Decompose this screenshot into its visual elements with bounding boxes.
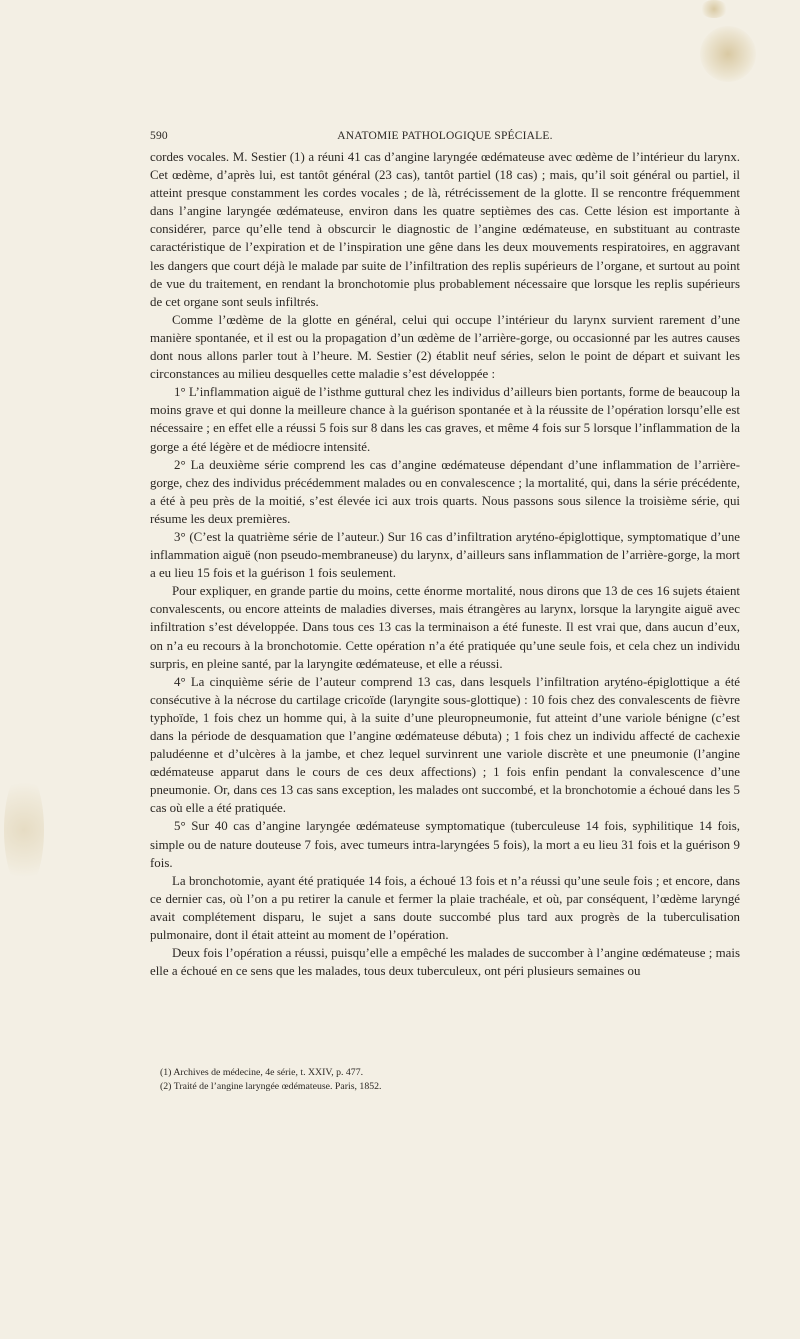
footnote: (1) Archives de médecine, 4e série, t. XXIV, p. 477. [160,1067,364,1078]
list-item: 5° Sur 40 cas d’angine laryngée œdémateuse symptomatique (tuberculeuse 14 fois, syphilitique 14 fois, simple ou de nature douteuse 7 fois, avec tumeurs intra-laryngées 5 fois), la mort a eu lieu 31 fois et la guérison 9 fois. [150,819,740,870]
paper-stain [700,26,756,82]
list-item: 2° La deuxième série comprend les cas d’angine œdémateuse dépendant d’une inflammation de l’arrière-gorge, chez des individus précédemment malades ou en convalescence ; la mortalité, qui, dans la série précédente, a été à peu près de la moitié, s’est élevée ici aux trois quarts. Nous passons sous silence la troisième série, qui résume les deux premières. [150,457,740,526]
paragraph: cordes vocales. M. Sestier (1) a réuni 41 cas d’angine laryngée œdémateuse avec œdème de l’intérieur du larynx. Cet œdème, d’après lui, est tantôt général (23 cas), tantôt partiel (18 cas) ; mais, qu’il soit général ou partiel, il atteint presque constamment les cordes vocales ; de là, rétrécissement de la glotte. Il se rencontre fréquemment dans l’angine laryngée œdémateuse, environ dans les quatre septièmes des cas. Cette lésion est importante à considérer, parce qu’elle tend à obscurcir le diagnostic de l’angine œdémateuse, en substituant au contraste caractéristique de l’expiration et de l’inspiration une gêne dans les deux mouvements respiratoires, en aggravant les dangers que court déjà le malade par suite de l’infiltration des replis supérieurs de l’organe, et surtout au point de vue du traitement, en rendant la bronchotomie plus probablement nécessaire que lorsque les replis supérieurs de cet organe sont seuls infiltrés. [150,150,740,309]
paragraph: Pour expliquer, en grande partie du moins, cette énorme mortalité, nous dirons que 13 de ces 16 sujets étaient convalescents, ou encore atteints de maladies diverses, mais étrangères au larynx, lorsque la laryngite aiguë avec infiltration s’est développée. Dans tous ces 13 cas la terminaison a été funeste. Il est vrai que, dans aucun d’eux, on n’a eu recours à la bronchotomie. Cette opération n’a été pratiquée qu’une seule fois, et cela chez un individu surpris, en pleine santé, par la laryngite œdémateuse, et elle a réussi. [150,584,740,671]
footnote: (2) Traité de l’angine laryngée œdémateuse. Paris, 1852. [160,1081,382,1092]
page-number: 590 [150,130,168,142]
paragraph: Deux fois l’opération a réussi, puisqu’elle a empêché les malades de succomber à l’angine œdémateuse ; mais elle a échoué en ce sens que les malades, tous deux tuberculeux, ont péri plusieurs semaines ou [150,946,740,979]
paper-stain-small [700,0,728,18]
paragraph: Comme l’œdème de la glotte en général, celui qui occupe l’intérieur du larynx survient rarement d’une manière spontanée, et il est ou la propagation d’un œdème de l’arrière-gorge, ou occasionné par les autres causes dont nous allons parler tout à l’heure. M. Sestier (2) établit neuf séries, selon le point de départ et suivant les circonstances au milieu desquelles cette maladie s’est développée : [150,312,740,382]
footnotes [160,1066,740,1094]
list-item: 1° L’inflammation aiguë de l’isthme guttural chez les individus d’ailleurs bien portants, forme de beaucoup la moins grave et qui donne la meilleure chance à la guérison spontanée et à la réussite de l’opération lorsqu’elle est nécessaire ; en effet elle a réussi 5 fois sur 8 dans les cas graves, et même 4 fois sur 5 lorsque l’inflammation de la gorge a été légère et de médiocre intensité. [150,385,740,454]
paper-stain-left [4,770,44,890]
list-item: 3° (C’est la quatrième série de l’auteur.) Sur 16 cas d’infiltration aryténo-épiglottique, symptomatique d’une inflammation aiguë (non pseudo-membraneuse) du larynx, d’ailleurs sans inflammation de l’arrière-gorge, la mort a eu lieu 15 fois et la guérison 1 fois seulement. [150,529,740,581]
list-item: 4° La cinquième série de l’auteur comprend 13 cas, dans lesquels l’infiltration aryténo-épiglottique a été consécutive à la nécrose du cartilage cricoïde (laryngite sous-glottique) : 10 fois chez des convalescents de fièvre typhoïde, 1 fois chez un homme qui, à la suite d’une pleuropneumonie, fut atteint d’une variole bénigne (c’est dans la période de desquamation que l’angine œdémateuse débuta) ; 1 fois chez un individu affecté de cachexie paludéenne et d’ulcères à la jambe, et chez lequel survinrent une variole discrète et une pneumonie (l’angine œdémateuse apparut dans le cours de ces deux affections) ; 1 fois enfin pendant la convalescence d’une pneumonie. Or, dans ces 13 cas sans exception, les malades ont succombé, et la bronchotomie a échoué dans les 5 cas où elle a été pratiquée. [150,674,740,816]
running-title: ANATOMIE PATHOLOGIQUE SPÉCIALE. [337,130,553,142]
body-text [150,148,740,980]
paragraph: La bronchotomie, ayant été pratiquée 14 fois, a échoué 13 fois et n’a réussi qu’une seule fois ; et encore, dans ce dernier cas, où l’on a pu retirer la canule et fermer la plaie trachéale, et où, par conséquent, l’œdème laryngé avait complétement disparu, le sujet a sans doute succombé plus tard aux progrès de la tuberculisation pulmonaire, dont il était atteint au moment de l’opération. [150,873,740,943]
running-header [150,130,740,148]
